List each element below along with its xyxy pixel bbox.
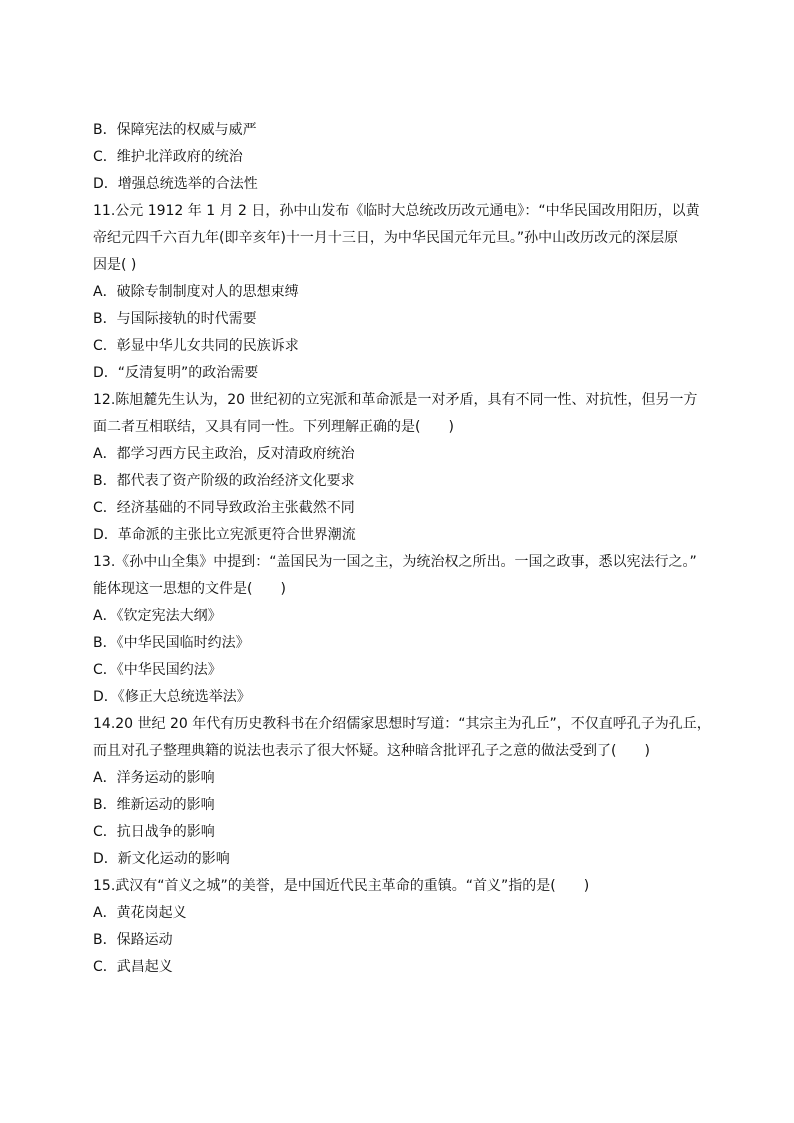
answer-option: C．抗日战争的影响	[93, 824, 215, 840]
answer-option: D．《修正大总统选举法》	[93, 689, 251, 705]
question-stem	[93, 549, 719, 603]
question-stem-line: 而且对孔子整理典籍的说法也表示了很大怀疑。这种暗含批评孔子之意的做法受到了( )	[93, 743, 650, 759]
question-stem	[93, 198, 719, 279]
answer-option: D．革命派的主张比立宪派更符合世界潮流	[93, 527, 356, 543]
question-stem-line: 能体现这一思想的文件是( )	[93, 581, 286, 597]
question-stem-line: 面二者互相联结，又具有同一性。下列理解正确的是( )	[93, 419, 454, 435]
question-stem-line: 因是( )	[93, 257, 137, 273]
answer-option: B．与国际接轨的时代需要	[93, 311, 257, 327]
question-stem-line: 14.20 世纪 20 年代有历史教科书在介绍儒家思想时写道：“其宗主为孔丘”，不仅直呼孔子为孔丘，	[93, 716, 711, 732]
question-stem	[93, 387, 719, 441]
question-stem-line: 11.公元 1912 年 1 月 2 日，孙中山发布《临时大总统改历改元通电》：“中华民国改用阳历，以黄	[93, 203, 700, 219]
answer-option: A．黄花岗起义	[93, 905, 187, 921]
answer-option: B．维新运动的影响	[93, 797, 215, 813]
answer-option: C．《中华民国约法》	[93, 662, 222, 678]
answer-option: C．武昌起义	[93, 959, 173, 975]
answer-option: A．洋务运动的影响	[93, 770, 215, 786]
answer-option: C．维护北洋政府的统治	[93, 149, 243, 165]
answer-option: C．彰显中华儿女共同的民族诉求	[93, 338, 299, 354]
question-stem-line: 15.武汉有“首义之城”的美誉，是中国近代民主革命的重镇。“首义”指的是( )	[93, 878, 590, 894]
answer-option: B．都代表了资产阶级的政治经济文化要求	[93, 473, 355, 489]
answer-option: D．增强总统选举的合法性	[93, 176, 258, 192]
question-stem-line: 12.陈旭麓先生认为，20 世纪初的立宪派和革命派是一对矛盾，具有不同一性、对抗性，但另一方	[93, 392, 698, 408]
answer-option: D．“反清复明”的政治需要	[93, 365, 259, 381]
answer-option: B．保障宪法的权威与威严	[93, 122, 257, 138]
answer-option: A．《钦定宪法大纲》	[93, 608, 222, 624]
question-stem	[93, 873, 719, 900]
answer-option: C．经济基础的不同导致政治主张截然不同	[93, 500, 355, 516]
answer-option: A．破除专制制度对人的思想束缚	[93, 284, 299, 300]
question-list	[93, 117, 719, 981]
question-stem	[93, 711, 719, 765]
answer-option: B．《中华民国临时约法》	[93, 635, 250, 651]
answer-option: A．都学习西方民主政治，反对清政府统治	[93, 446, 355, 462]
answer-option: D．新文化运动的影响	[93, 851, 230, 867]
question-stem-line: 帝纪元四千六百九年(即辛亥年)十一月十三日，为中华民国元年元旦。”孙中山改历改元的深层原	[93, 230, 679, 246]
answer-option: B．保路运动	[93, 932, 173, 948]
question-stem-line: 13.《孙中山全集》中提到：“盖国民为一国之主，为统治权之所出。一国之政事，悉以宪法行之。”	[93, 554, 697, 570]
